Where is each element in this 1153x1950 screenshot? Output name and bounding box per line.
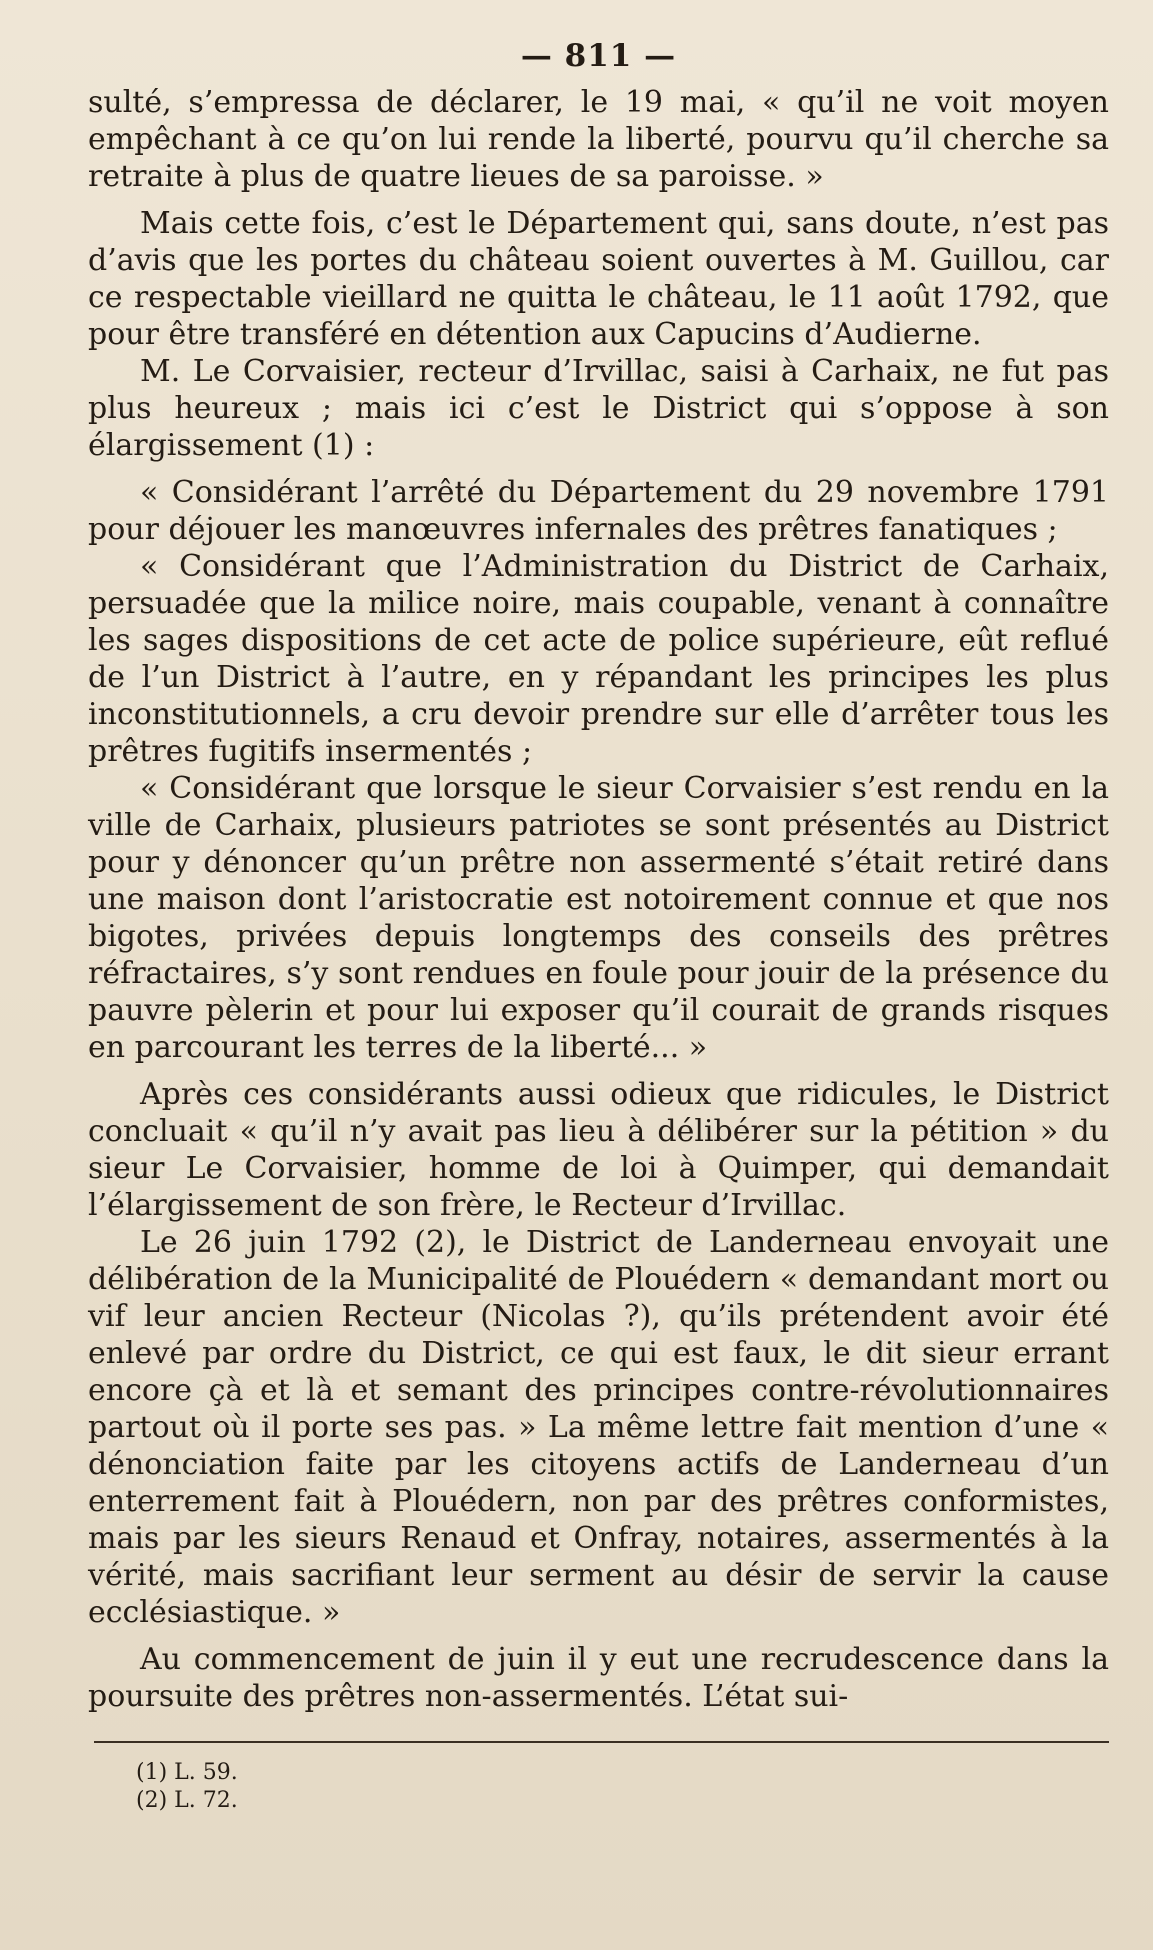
paragraph: « Considérant l’arrêté du Département du 29 novembre 1791 pour déjouer les manœuvres infernales des prêtres fanatiques ;: [88, 475, 1109, 547]
paragraph: Mais cette fois, c’est le Département qui, sans doute, n’est pas d’avis que les portes du château soient ouvertes à M. Guillou, car ce respectable vieillard ne quitta le château, le 11 août 1792, que pour être transféré en détention aux Capucins d’Audierne.: [88, 206, 1109, 352]
paragraph: « Considérant que lorsque le sieur Corvaisier s’est rendu en la ville de Carhaix, plusieurs patriotes se sont présentés au District pour y dénoncer qu’un prêtre non assermenté s’était retiré dans une maison dont l’aristocratie est notoirement connue et que nos bigotes, privées depuis longtemps des conseils des prêtres réfractaires, s’y sont rendues en foule pour jouir de la présence du pauvre pèlerin et pour lui exposer qu’il courait de grands risques en parcourant les terres de la liberté... »: [88, 771, 1109, 1065]
page-number: — 811 —: [520, 38, 677, 74]
footnote-divider: [94, 1741, 1109, 1743]
paragraph: M. Le Corvaisier, recteur d’Irvillac, saisi à Carhaix, ne fut pas plus heureux ; mais ici c’est le District qui s’oppose à son élargissement (1) :: [88, 354, 1109, 463]
footnote: (1) L. 59.: [136, 1760, 238, 1785]
footnotes: [88, 1759, 1109, 1815]
paragraph: Après ces considérants aussi odieux que ridicules, le District concluait « qu’il n’y avait pas lieu à délibérer sur la pétition » du sieur Le Corvaisier, homme de loi à Quimper, qui demandait l’élargissement de son frère, le Recteur d’Irvillac.: [88, 1077, 1109, 1223]
paragraph: Au commencement de juin il y eut une recrudescence dans la poursuite des prêtres non-assermentés. L’état sui-: [88, 1642, 1109, 1714]
paragraph: « Considérant que l’Administration du District de Carhaix, persuadée que la milice noire, mais coupable, venant à connaître les sages dispositions de cet acte de police supérieure, eût reflué de l’un District à l’autre, en y répandant les principes les plus inconstitutionnels, a cru devoir prendre sur elle d’arrêter tous les prêtres fugitifs insermentés ;: [88, 549, 1109, 769]
body-text: [88, 84, 1109, 1715]
paragraph: Le 26 juin 1792 (2), le District de Landerneau envoyait une délibération de la Municipalité de Plouédern « demandant mort ou vif leur ancien Recteur (Nicolas ?), qu’ils prétendent avoir été enlevé par ordre du District, ce qui est faux, le dit sieur errant encore çà et là et semant des principes contre-révolutionnaires partout où il porte ses pas. » La même lettre fait mention d’une « dénonciation faite par les citoyens actifs de Landerneau d’un enterrement fait à Plouédern, non par des prêtres conformistes, mais par les sieurs Renaud et Onfray, notaires, assermentés à la vérité, mais sacrifiant leur serment au désir de servir la cause ecclésiastique. »: [88, 1225, 1109, 1630]
paragraph: sulté, s’empressa de déclarer, le 19 mai, « qu’il ne voit moyen empêchant à ce qu’on lui rende la liberté, pourvu qu’il cherche sa retraite à plus de quatre lieues de sa paroisse. »: [88, 85, 1109, 194]
footnote: (2) L. 72.: [136, 1788, 238, 1813]
